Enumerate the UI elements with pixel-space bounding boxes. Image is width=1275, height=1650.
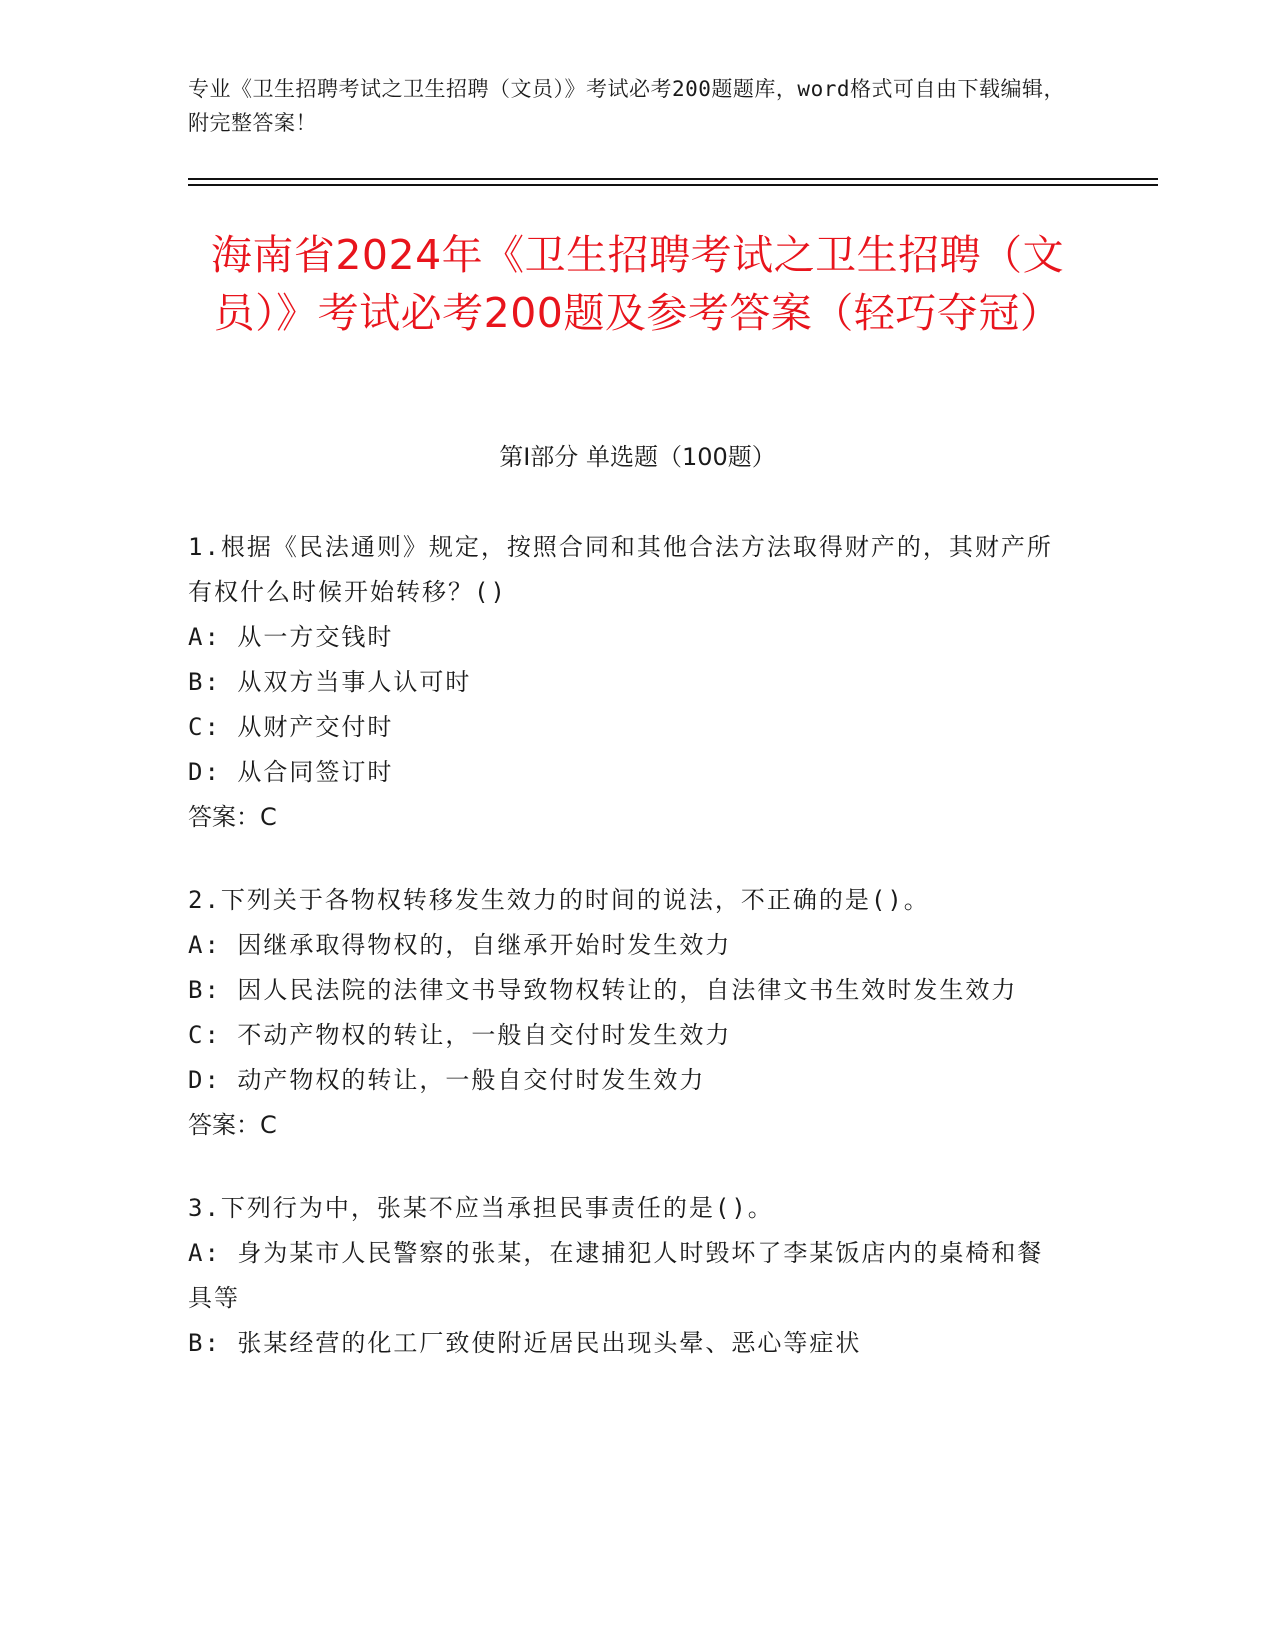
header-divider-top <box>188 178 1158 180</box>
question-stem: 3.下列行为中，张某不应当承担民事责任的是()。 <box>188 1194 774 1222</box>
option-b: B: 从双方当事人认可时 <box>188 668 472 696</box>
header-divider-bottom <box>188 184 1158 186</box>
answer: 答案：C <box>188 803 277 831</box>
option-a: A: 因继承取得物权的，自继承开始时发生效力 <box>188 931 732 959</box>
option-d: D: 动产物权的转让，一般自交付时发生效力 <box>188 1066 706 1094</box>
option-b: B: 因人民法院的法律文书导致物权转让的，自法律文书生效时发生效力 <box>188 976 1018 1004</box>
option-a: A: 从一方交钱时 <box>188 623 394 651</box>
answer: 答案：C <box>188 1111 277 1139</box>
question-1 <box>188 525 1068 840</box>
question-stem: 2.下列关于各物权转移发生效力的时间的说法，不正确的是()。 <box>188 886 930 914</box>
option-b: B: 张某经营的化工厂致使附近居民出现头晕、恶心等症状 <box>188 1329 862 1357</box>
question-list <box>188 525 1068 1404</box>
option-a: A: 身为某市人民警察的张某，在逮捕犯人时毁坏了李某饭店内的桌椅和餐具等 <box>188 1239 1044 1312</box>
option-c: C: 不动产物权的转让，一般自交付时发生效力 <box>188 1021 732 1049</box>
question-2 <box>188 878 1068 1148</box>
document-title: 海南省2024年《卫生招聘考试之卫生招聘（文员）》考试必考200题及参考答案（轻巧夺冠） <box>210 231 1065 337</box>
header-note: 专业《卫生招聘考试之卫生招聘（文员）》考试必考200题题库，word格式可自由下载编辑，附完整答案！ <box>188 77 1065 135</box>
section-heading: 第I部分 单选题（100题） <box>499 443 776 471</box>
question-stem: 1.根据《民法通则》规定，按照合同和其他合法方法取得财产的，其财产所有权什么时候开始转移？() <box>188 533 1053 606</box>
question-3 <box>188 1186 1068 1366</box>
option-d: D: 从合同签订时 <box>188 758 394 786</box>
option-c: C: 从财产交付时 <box>188 713 394 741</box>
